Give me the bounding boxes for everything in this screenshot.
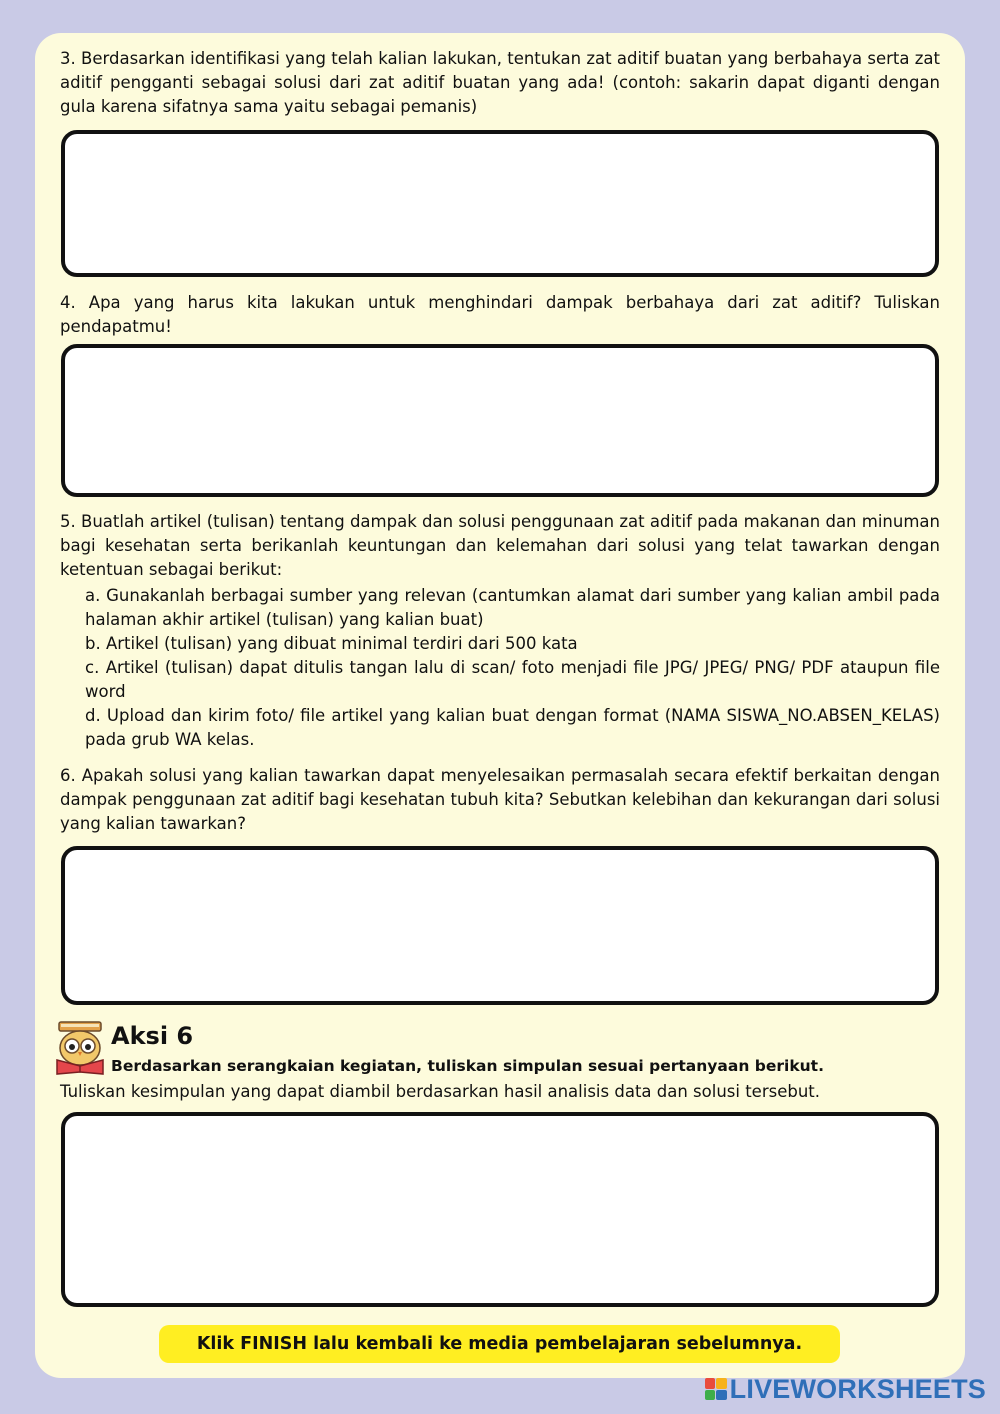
answer-input-4[interactable] bbox=[65, 348, 935, 493]
question-3-text: 3. Berdasarkan identifikasi yang telah kalian lakukan, tentukan zat aditif buatan yang berbahaya serta zat aditif pengganti sebagai solusi dari zat aditif buatan yang ada! (contoh: sakarin dapat diganti dengan gula karena sifatnya sama yaitu sebagai pemanis) bbox=[60, 49, 940, 116]
question-5-item-d: d. Upload dan kirim foto/ file artikel yang kalian buat dengan format (NAMA SISWA_NO.ABSEN_KELAS) pada grub WA kelas. bbox=[85, 706, 940, 749]
answer-box-3[interactable] bbox=[61, 130, 939, 277]
aksi-6-title: Aksi 6 bbox=[111, 1022, 194, 1050]
question-5-item-b: b. Artikel (tulisan) yang dibuat minimal terdiri dari 500 kata bbox=[85, 634, 578, 653]
answer-box-4[interactable] bbox=[61, 344, 939, 497]
answer-input-6[interactable] bbox=[65, 850, 935, 1001]
question-5-text: 5. Buatlah artikel (tulisan) tentang dampak dan solusi penggunaan zat aditif pada makanan dan minuman bagi kesehatan serta berikanlah keuntungan dan kelemahan dari solusi yang telat tawarkan dengan ketentuan sebagai berikut: bbox=[60, 512, 940, 579]
conclusion-answer-box[interactable] bbox=[61, 1112, 939, 1307]
liveworksheets-logo[interactable] bbox=[705, 1373, 986, 1405]
aksi-6-subtitle: Berdasarkan serangkaian kegiatan, tuliskan simpulan sesuai pertanyaan berikut. bbox=[111, 1057, 824, 1075]
answer-input-3[interactable] bbox=[65, 134, 935, 273]
question-4-text: 4. Apa yang harus kita lakukan untuk menghindari dampak berbahaya dari zat aditif? Tuliskan pendapatmu! bbox=[60, 293, 940, 336]
question-5-item-c: c. Artikel (tulisan) dapat ditulis tangan lalu di scan/ foto menjadi file JPG/ JPEG/ PNG/ PDF ataupun file word bbox=[85, 658, 940, 701]
finish-instruction-banner[interactable]: Klik FINISH lalu kembali ke media pembelajaran sebelumnya. bbox=[159, 1325, 840, 1363]
conclusion-input[interactable] bbox=[65, 1116, 935, 1303]
question-5-item-a: a. Gunakanlah berbagai sumber yang relevan (cantumkan alamat dari sumber yang kalian ambil pada halaman akhir artikel (tulisan) yang kalian buat) bbox=[85, 586, 940, 629]
liveworksheets-wordmark: LIVEWORKSHEETS bbox=[729, 1373, 986, 1404]
liveworksheets-mark-icon bbox=[705, 1378, 727, 1400]
question-6-text: 6. Apakah solusi yang kalian tawarkan dapat menyelesaikan permasalah secara efektif berkaitan dengan dampak penggunaan zat aditif bagi kesehatan tubuh kita? Sebutkan kelebihan dan kekurangan dari solusi yang kalian tawarkan? bbox=[60, 766, 940, 833]
answer-box-6[interactable] bbox=[61, 846, 939, 1005]
aksi-6-prompt: Tuliskan kesimpulan yang dapat diambil berdasarkan hasil analisis data dan solusi tersebut. bbox=[60, 1082, 821, 1101]
owl-reading-book-icon bbox=[53, 1020, 107, 1076]
